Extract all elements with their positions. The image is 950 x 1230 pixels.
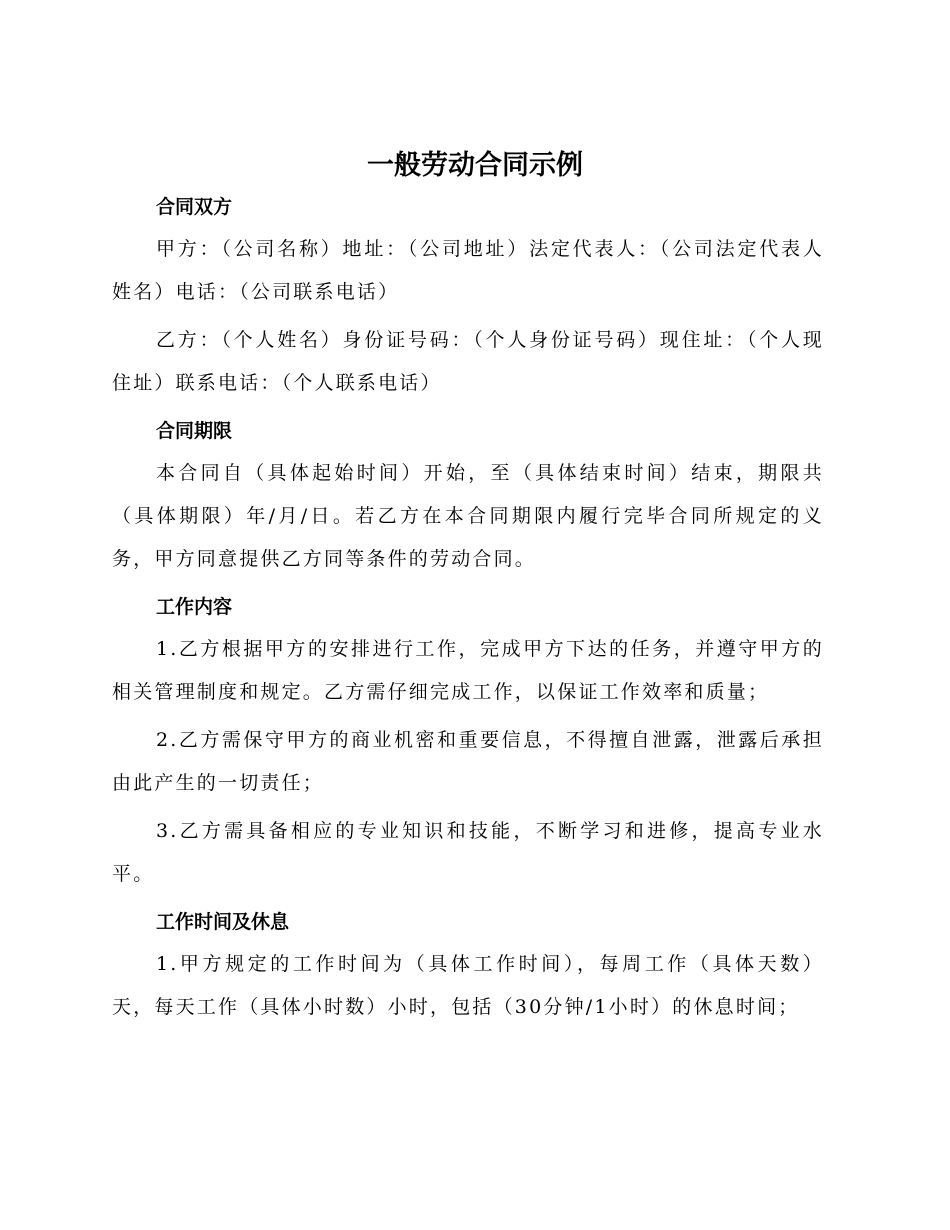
section-heading-work-hours: 工作时间及休息 [156, 911, 290, 933]
paragraph-party-a: 甲方：（公司名称）地址：（公司地址）法定代表人：（公司法定代表人姓名）电话：（公司联系电话） [112, 238, 824, 303]
paragraph-party-b: 乙方：（个人姓名）身份证号码：（个人身份证号码）现住址：（个人现住址）联系电话：（个人联系电话） [112, 329, 824, 394]
document-title: 一般劳动合同示例 [367, 150, 583, 181]
paragraph-term: 本合同自（具体起始时间）开始，至（具体结束时间）结束，期限共（具体期限）年/月/日。若乙方在本合同期限内履行完毕合同所规定的义务，甲方同意提供乙方同等条件的劳动合同。 [112, 462, 824, 570]
section-heading-parties: 合同双方 [156, 196, 233, 218]
section-heading-term: 合同期限 [156, 420, 233, 442]
document-body [112, 186, 824, 1034]
paragraph-work-content-3: 3.乙方需具备相应的专业知识和技能，不断学习和进修，提高专业水平。 [112, 820, 824, 885]
section-heading-work-content: 工作内容 [156, 596, 233, 618]
paragraph-work-content-2: 2.乙方需保守甲方的商业机密和重要信息，不得擅自泄露，泄露后承担由此产生的一切责任； [112, 729, 824, 794]
paragraph-work-content-1: 1.乙方根据甲方的安排进行工作，完成甲方下达的任务，并遵守甲方的相关管理制度和规定。乙方需仔细完成工作，以保证工作效率和质量； [112, 638, 824, 703]
paragraph-work-hours-1: 1.甲方规定的工作时间为（具体工作时间），每周工作（具体天数）天，每天工作（具体小时数）小时，包括（30分钟/1小时）的休息时间； [112, 953, 824, 1018]
